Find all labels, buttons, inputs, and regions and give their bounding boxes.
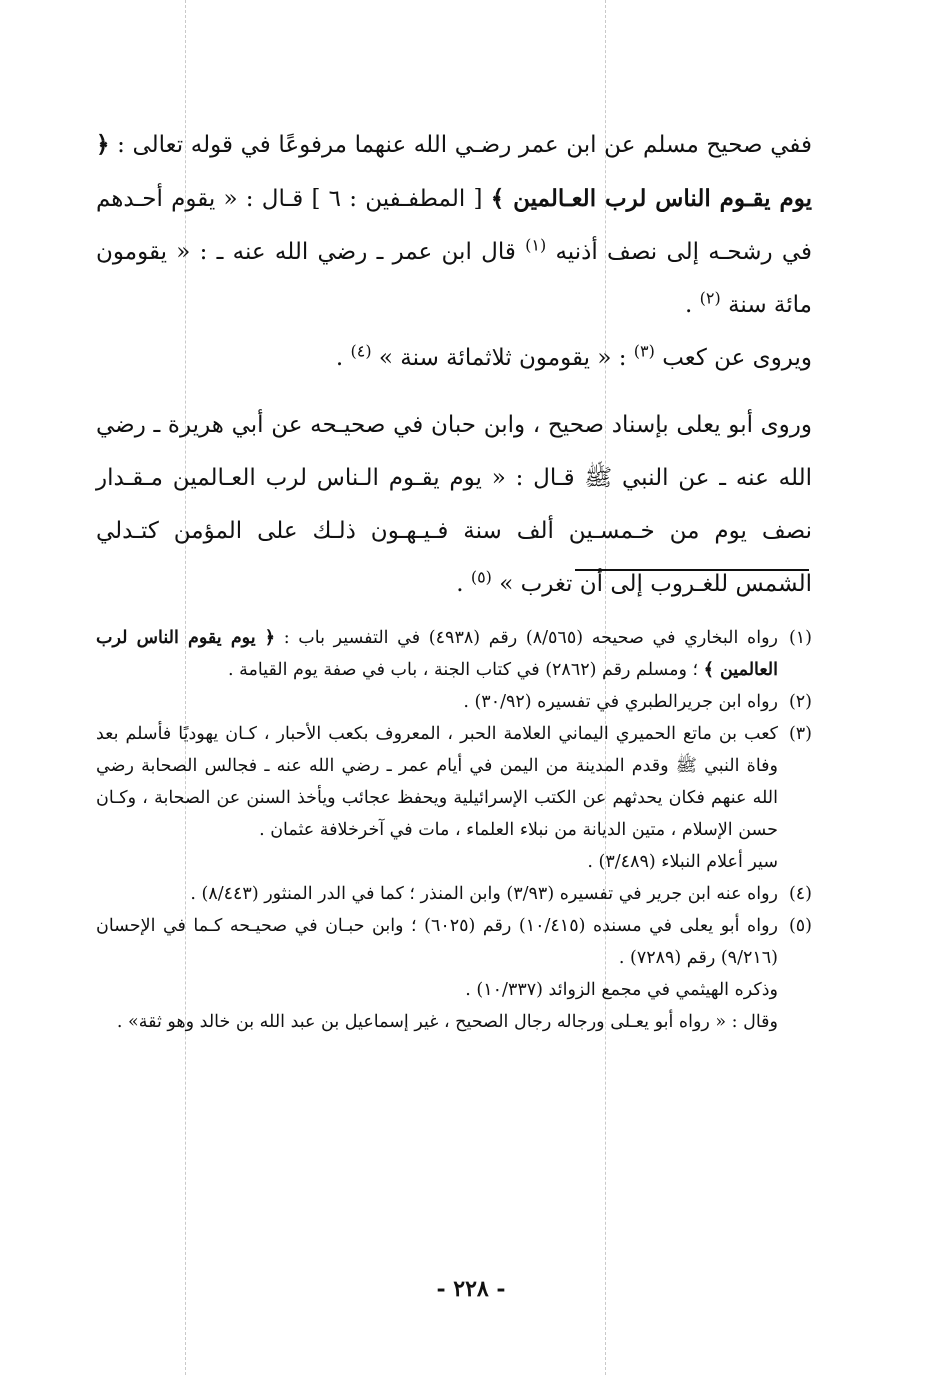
footnote-separator — [575, 569, 809, 571]
paragraph-2: ويروى عن كعب $^{(٣)}$ : « يقومون ثلاثمائة سنة » $^{(٤)}$ . — [335, 341, 812, 371]
footnote-text: رواه البخاري في صحيحه (٨/٥٦٥) رقم (٤٩٣٨) في التفسير باب : ﴿ يوم يقوم الناس لرب العالمين ﴾ ؛ ومسلم رقم (٢٨٦٢) في كتاب الجنة ، باب في صفة يوم القيامة . — [96, 628, 778, 680]
footnote-number: (١) — [788, 628, 812, 648]
footnote-number: (٢) — [788, 692, 812, 712]
paragraph-3: وروى أبو يعلى بإسناد صحيح ، وابن حبان في صحيـحه عن أبي هريرة ـ رضي الله عنه ـ عن النبي ﷺ قـال : « يوم يقـوم الـناس لرب العـالمين مـقـدار نصف يوم من خـمسـين ألف سنة فـيـهـون ذلـك على المؤمن كتـدلي الشمس للغـروب إلى أن تغرب » $^{(٥)}$ . — [96, 412, 812, 597]
footnote-text: رواه ابن جريرالطبري في تفسيره (٣٠/٩٢) . — [463, 692, 778, 712]
footnote-ref[interactable]: (٢) — [699, 288, 721, 308]
footnote-text: رواه عنه ابن جرير في تفسيره (٣/٩٣) وابن المنذر ؛ كما في الدر المنثور (٨/٤٤٣) . — [190, 884, 778, 904]
footnotes — [96, 622, 812, 1038]
footnote-3 — [96, 718, 812, 878]
footnote-1 — [96, 622, 812, 686]
paragraph-1: ففي صحيح مسلم عن ابن عمر رضـي الله عنهما مرفوعًا في قوله تعالى : ﴿ يوم يقـوم الناس لرب العـالمين ﴾ [ المطفـفين : ٦ ] قـال : « يقوم أحـدهم في رشحـه إلى نصف أذنيه $^{(١)}$ قال ابن عمر ـ رضي الله عنه ـ : « يقومون مائة سنة $^{(٢)}$ . — [96, 131, 812, 318]
footnote-ref[interactable]: (٣) — [633, 341, 655, 361]
page-number: - ٢٢٨ - — [436, 1276, 506, 1302]
quran-verse: ﴿ يوم يقـوم الناس لرب العـالمين ﴾ — [96, 131, 812, 212]
footnote-ref[interactable]: (٥) — [470, 567, 492, 587]
footnote-number: (٣) — [788, 724, 812, 744]
footnote-number: (٤) — [788, 884, 812, 904]
footnote-source: وذكره الهيثمي في مجمع الزوائد (١٠/٣٣٧) . — [465, 980, 778, 1000]
footnote-number: (٥) — [788, 916, 812, 936]
footnote-ref[interactable]: (١) — [525, 235, 547, 255]
main-text — [96, 118, 812, 611]
footnote-text: كعب بن ماتع الحميري اليماني العلامة الحبر ، المعروف بكعب الأحبار ، كـان يهوديًا فأسلم بعد وفاة النبي ﷺ وقدم المدينة من اليمن في أيام عمر ـ رضي الله عنه ـ فجالس الصحابة رضي الله عنهم فكان يحدثهم عن الكتب الإسرائيلية ويحفظ عجائب ويأخذ السنن عن الصحابة ، وكـان حسن الإسلام ، متين الديانة من نبلاء العلماء ، مات في آخرخلافة عثمان . سير أعلام النبلاء (٣/٤٨٩) . — [96, 718, 778, 878]
footnote-quote: وقال : « رواه أبو يعـلى ورجاله رجال الصحيح ، غير إسماعيل بن عبد الله بن خالد وهو ثقة» . — [116, 1012, 778, 1032]
footnote-ref[interactable]: (٤) — [350, 341, 372, 361]
footnote-5 — [96, 910, 812, 1038]
footnote-2 — [96, 686, 812, 718]
footnote-text: رواه أبو يعلى في مسنده (١٠/٤١٥) رقم (٦٠٢٥) ؛ وابن حبـان في صحيـحه كـما في الإحسان (٩/٢١٦) رقم (٧٢٨٩) . وذكره الهيثمي في مجمع الزوائد (١٠/٣٣٧) . وقال : « رواه أبو يعـلى ورجاله رجال الصحيح ، غير إسماعيل بن عبد الله بن خالد وهو ثقة» . — [96, 910, 778, 1038]
quran-verse: ﴿ يوم يقوم الناس لرب العالمين ﴾ — [96, 628, 778, 680]
footnote-4 — [96, 878, 812, 910]
footnote-source: سير أعلام النبلاء (٣/٤٨٩) . — [587, 852, 778, 872]
